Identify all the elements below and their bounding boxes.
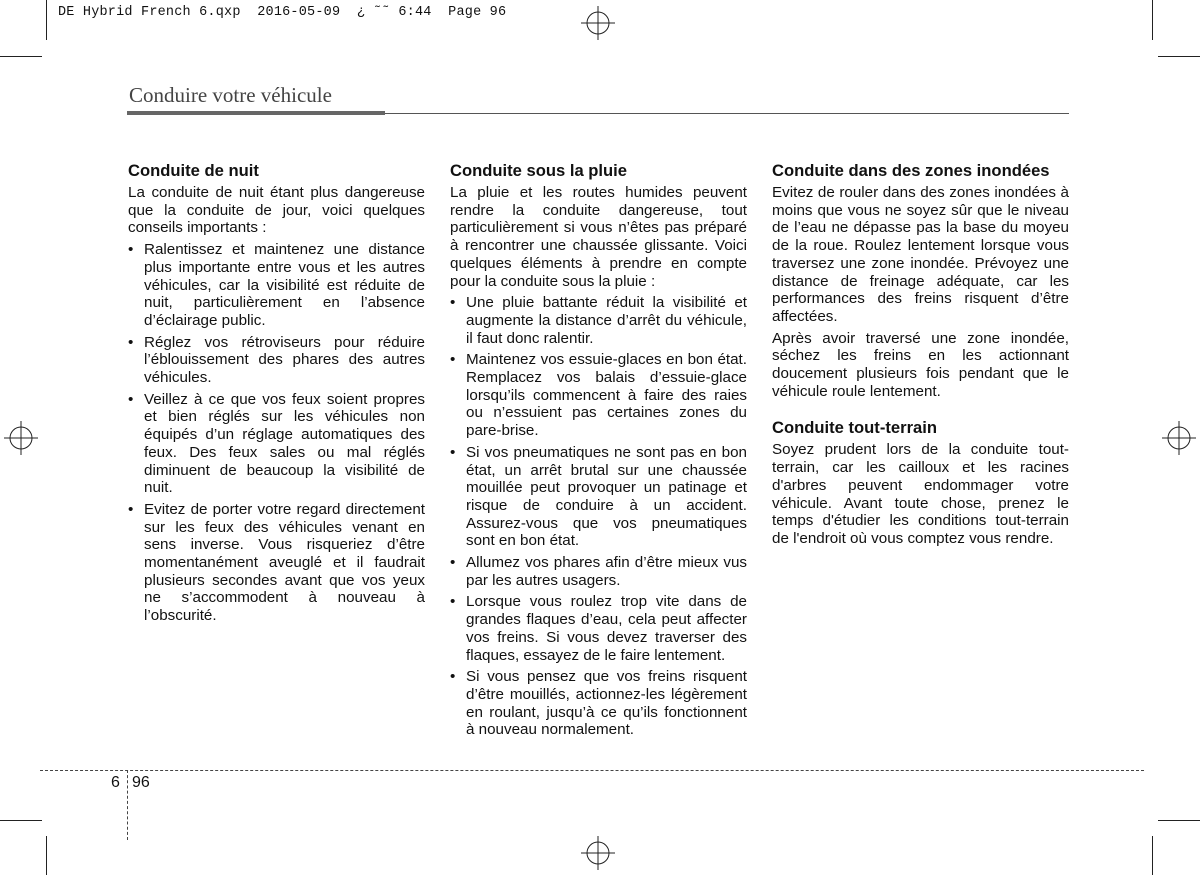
bullet-icon: • [128, 241, 134, 259]
list-item-text: Une pluie battante réduit la visibilité et augmente la distance d’arrêt du véhicule, il faut donc ralentir. [466, 294, 747, 347]
list-item [450, 294, 747, 347]
bullet-icon: • [128, 390, 134, 408]
bullet-icon: • [450, 294, 456, 312]
list-item [450, 351, 747, 440]
paragraph: Evitez de rouler dans des zones inondées à moins que vous ne soyez sûr que le niveau de l’eau ne dépasse pas la base du moyeu de la roue. Roulez lentement lorsque vous traversez une zone inondée. Prévoyez une distance de freinage adéquate, car les performances des freins risquent d’être affectées. [772, 184, 1069, 325]
crop-mark [0, 56, 42, 57]
bullet-list [450, 294, 747, 739]
list-item [450, 593, 747, 664]
list-item-text: Si vos pneumatiques ne sont pas en bon état, un arrêt brutal sur une chaussée mouillée peut provoquer un patinage et risque de conduire à un accident. Assurez-vous que vos pneumatiques sont en bon état. [466, 443, 747, 550]
paragraph: La pluie et les routes humides peuvent rendre la conduite dangereuse, tout particulièrement si vous n’êtes pas préparé à rencontrer une chaussée glissante. Voici quelques éléments à prendre en compte pour la conduite sous la pluie : [450, 184, 747, 290]
list-item [450, 444, 747, 550]
header-rule-thick [127, 111, 385, 115]
list-item [450, 668, 747, 739]
chapter-title: Conduire votre véhicule [129, 83, 332, 107]
list-item-text: Réglez vos rétroviseurs pour réduire l’éblouissement des phares des autres véhicules. [144, 333, 425, 387]
registration-mark-icon [4, 421, 38, 455]
paragraph: Après avoir traversé une zone inondée, séchez les freins en les actionnant doucement plusieurs fois pendant que le véhicule roule lentement. [772, 329, 1069, 400]
registration-mark-icon [581, 6, 615, 40]
section-heading: Conduite tout-terrain [772, 418, 937, 438]
column-night-driving [128, 161, 425, 629]
list-item-text: Veillez à ce que vos feux soient propres et bien réglés sur les véhicules non équipés d’un réglage automatiques des feux. Des feux sales ou mal réglés diminuent de beaucoup la visibilité de nuit. [144, 390, 425, 497]
list-item [128, 501, 425, 625]
list-item-text: Lorsque vous roulez trop vite dans de grandes flaques d’eau, cela peut affecter vos freins. Si vous devez traverser des flaques, essayez de le faire lentement. [466, 593, 747, 664]
bullet-icon: • [450, 443, 456, 461]
list-item-text: Si vous pensez que vos freins risquent d’être mouillés, actionnez-les légèrement en roulant, jusqu’à ce qu’ils fonctionnent à nouveau normalement. [466, 668, 747, 739]
footer-dashed-divider [127, 770, 128, 840]
crop-mark [1152, 836, 1153, 875]
list-item [128, 391, 425, 497]
crop-mark [1152, 0, 1153, 40]
chapter-number: 6 [111, 774, 120, 791]
footer-dashed-rule [40, 770, 1144, 771]
list-item [450, 554, 747, 589]
crop-mark [46, 836, 47, 875]
registration-mark-icon [581, 836, 615, 870]
bullet-icon: • [128, 333, 134, 351]
crop-mark [1158, 56, 1200, 57]
paragraph: Soyez prudent lors de la conduite tout-terrain, car les cailloux et les racines d'arbres peuvent endommager votre véhicule. Avant toute chose, prenez le temps d'étudier les conditions tout-terrain de l'endroit où vous comptez vous rendre. [772, 441, 1069, 547]
list-item-text: Allumez vos phares afin d’être mieux vus par les autres usagers. [466, 554, 747, 589]
page-number: 96 [132, 774, 150, 791]
print-slug: DE Hybrid French 6.qxp 2016-05-09 ¿ ˜˜ 6:44 Page 96 [58, 5, 507, 20]
list-item-text: Ralentissez et maintenez une distance plus importante entre vous et les autres véhicules, car la visibilité est réduite de nuit, particulièrement en l’absence d’éclairage public. [144, 241, 425, 329]
bullet-icon: • [450, 554, 456, 572]
registration-mark-icon [1162, 421, 1196, 455]
bullet-list [128, 241, 425, 625]
column-rain-driving [450, 161, 747, 743]
paragraph: La conduite de nuit étant plus dangereuse que la conduite de jour, voici quelques conseils importants : [128, 184, 425, 237]
section-heading: Conduite dans des zones inondées [772, 161, 1050, 180]
column-flood-offroad [772, 161, 1069, 552]
section-spacer [772, 404, 1069, 418]
bullet-icon: • [450, 668, 456, 686]
header-rule-thin [385, 113, 1069, 114]
crop-mark [1158, 820, 1200, 821]
list-item-text: Maintenez vos essuie-glaces en bon état. Remplacez vos balais d’essuie-glace lorsqu’ils commencent à faire des raies ou n’essuient pas certaines zones du pare-brise. [466, 351, 747, 440]
bullet-icon: • [450, 351, 456, 369]
crop-mark [46, 0, 47, 40]
bullet-icon: • [450, 593, 456, 611]
crop-mark [0, 820, 42, 821]
bullet-icon: • [128, 500, 134, 518]
section-heading: Conduite sous la pluie [450, 161, 628, 180]
list-item [128, 241, 425, 330]
section-heading: Conduite de nuit [128, 161, 259, 180]
list-item-text: Evitez de porter votre regard directement sur les feux des véhicules venant en sens inverse. Vous risqueriez d’être momentanément aveuglé et il faudrait plusieurs secondes avant que vos yeux ne s’accommodent à nouveau à l’obscurité. [144, 500, 425, 625]
list-item [128, 334, 425, 387]
